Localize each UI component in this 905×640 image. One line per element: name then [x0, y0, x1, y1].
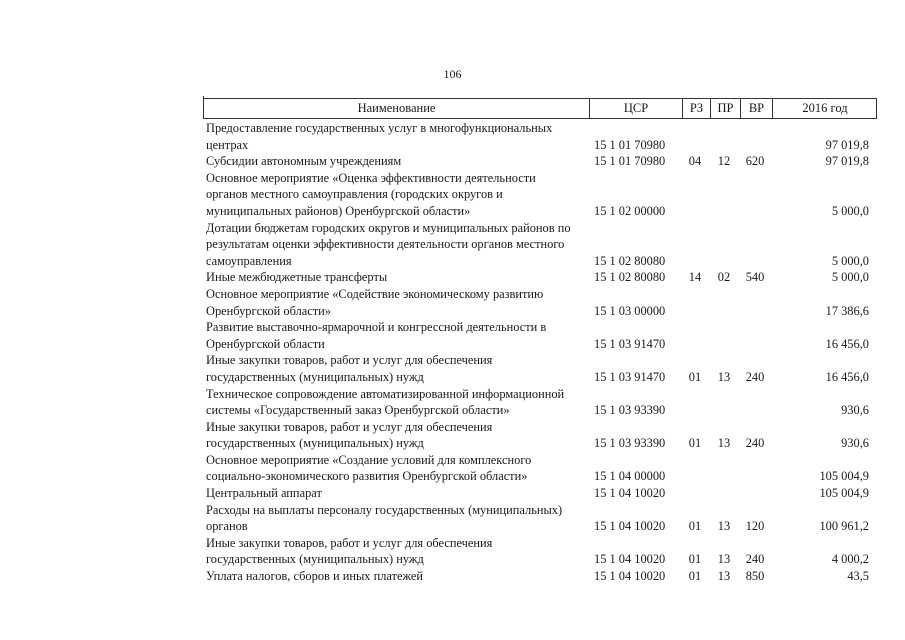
row-csr: 15 1 04 10020 [594, 519, 666, 534]
row-name: Уплата налогов, сборов и иных платежей [206, 569, 424, 584]
row-csr: 15 1 03 93390 [594, 436, 666, 451]
row-csr: 15 1 03 91470 [594, 369, 666, 384]
header-vr: ВР [740, 99, 772, 118]
table-row [203, 170, 877, 220]
header-year: 2016 год [772, 99, 877, 118]
row-rz: 04 [688, 154, 702, 169]
row-name: Основное мероприятие «Создание условий для комплексного социально-экономического развития Оренбургской области» [206, 452, 532, 484]
row-amount: 16 456,0 [825, 336, 869, 351]
row-name: Предоставление государственных услуг в многофункциональных центрах [206, 121, 553, 152]
table-body [203, 120, 877, 585]
row-amount: 97 019,8 [825, 137, 869, 152]
table-row [203, 419, 877, 452]
row-name: Центральный аппарат [206, 486, 322, 501]
row-amount: 100 961,2 [819, 519, 869, 534]
row-csr: 15 1 04 00000 [594, 469, 666, 484]
row-amount: 5 000,0 [831, 203, 869, 218]
row-vr: 540 [745, 270, 765, 285]
row-csr: 15 1 01 70980 [594, 137, 666, 152]
row-name: Основное мероприятие «Содействие экономическому развитию Оренбургской области» [206, 286, 544, 318]
row-rz: 01 [688, 569, 702, 584]
row-amount: 43,5 [847, 569, 869, 584]
row-name: Иные межбюджетные трансферты [206, 270, 388, 285]
row-csr: 15 1 04 10020 [594, 552, 666, 567]
row-csr: 15 1 03 91470 [594, 336, 666, 351]
row-pr: 13 [717, 436, 731, 451]
row-pr: 13 [717, 519, 731, 534]
page-number: 106 [443, 67, 462, 81]
row-amount: 5 000,0 [831, 253, 869, 268]
budget-table [203, 98, 877, 585]
table-row [203, 319, 877, 352]
row-rz: 01 [688, 369, 702, 384]
row-pr: 13 [717, 569, 731, 584]
table-row [203, 286, 877, 319]
row-name: Развитие выставочно-ярмарочной и конгрессной деятельности в Оренбургской области [206, 320, 547, 351]
row-amount: 930,6 [841, 403, 869, 418]
row-pr: 02 [717, 270, 731, 285]
row-name: Субсидии автономным учреждениям [206, 154, 402, 169]
row-pr: 13 [717, 369, 731, 384]
row-rz: 01 [688, 552, 702, 567]
row-amount: 16 456,0 [825, 369, 869, 384]
row-vr: 240 [745, 552, 765, 567]
table-row [203, 535, 877, 568]
table-row [203, 269, 877, 286]
row-vr: 240 [745, 436, 765, 451]
row-name: Дотации бюджетам городских округов и муниципальных районов по результатам оценки эффективности деятельности органов местного самоуправления [206, 220, 571, 268]
row-rz: 14 [688, 270, 702, 285]
row-name: Иные закупки товаров, работ и услуг для обеспечения государственных (муниципальных) нужд [206, 535, 493, 567]
row-rz: 01 [688, 436, 702, 451]
row-csr: 15 1 03 93390 [594, 403, 666, 418]
row-amount: 105 004,9 [819, 469, 869, 484]
row-amount: 17 386,6 [825, 303, 869, 318]
header-rz: РЗ [682, 99, 710, 118]
header-csr: ЦСР [589, 99, 682, 118]
row-amount: 97 019,8 [825, 154, 869, 169]
table-row [203, 568, 877, 585]
row-pr: 12 [717, 154, 731, 169]
header-pr: ПР [710, 99, 740, 118]
table-row [203, 352, 877, 385]
table-row [203, 120, 877, 153]
row-amount: 5 000,0 [831, 270, 869, 285]
row-vr: 850 [745, 569, 765, 584]
row-csr: 15 1 04 10020 [594, 569, 666, 584]
header-name: Наименование [357, 101, 436, 115]
row-rz: 01 [688, 519, 702, 534]
row-name: Иные закупки товаров, работ и услуг для обеспечения государственных (муниципальных) нужд [206, 353, 493, 384]
row-name: Техническое сопровождение автоматизированной информационной системы «Государственный заказ Оренбургской области» [206, 386, 565, 418]
row-csr: 15 1 03 00000 [594, 303, 666, 318]
table-header [203, 98, 877, 119]
row-vr: 120 [745, 519, 765, 534]
row-csr: 15 1 04 10020 [594, 486, 666, 501]
table-row [203, 386, 877, 419]
row-amount: 930,6 [841, 436, 869, 451]
table-row [203, 220, 877, 270]
table-row [203, 452, 877, 485]
row-vr: 620 [745, 154, 765, 169]
row-vr: 240 [745, 369, 765, 384]
table-row [203, 502, 877, 535]
row-csr: 15 1 02 80080 [594, 253, 666, 268]
row-name: Основное мероприятие «Оценка эффективности деятельности органов местного самоуправления (городских округов и муниципальных районов) Оренбургской области» [206, 170, 536, 218]
table-row [203, 485, 877, 502]
row-amount: 105 004,9 [819, 486, 869, 501]
row-csr: 15 1 01 70980 [594, 154, 666, 169]
row-csr: 15 1 02 80080 [594, 270, 666, 285]
row-name: Расходы на выплаты персоналу государственных (муниципальных) органов [206, 502, 563, 534]
row-csr: 15 1 02 00000 [594, 203, 666, 218]
row-name: Иные закупки товаров, работ и услуг для обеспечения государственных (муниципальных) нужд [206, 419, 493, 451]
row-amount: 4 000,2 [831, 552, 869, 567]
table-row [203, 153, 877, 170]
row-pr: 13 [717, 552, 731, 567]
